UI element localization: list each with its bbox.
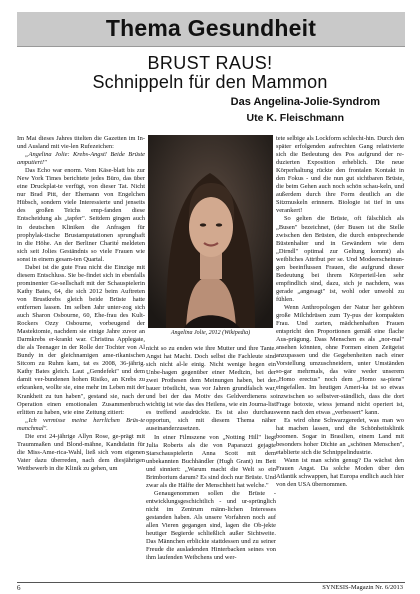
- text-column-3: [276, 135, 404, 489]
- quote: „Ich vermisse meine herrlichen Brüs-te manchmal".: [17, 416, 145, 432]
- page-number: 6: [17, 584, 21, 592]
- paragraph: Genaugenommen sollen die Brüste - entwicklungsgeschichtlich - und ur-sprünglich nicht im Zentrum männ-lichen Interesses gestanden haben. Als unsere Vorfahren noch auf allen Vieren gegangen sind, lagen die Ob-jekte heutiger Begierde schließlich außer Sichtweite. Das Männchen erblickte stattdessen und zu seiner Freude die ausladenden Hinterbacken seines von ihm laufenden Weibchens und wer-: [146, 489, 276, 562]
- section-header-bar: [17, 12, 405, 47]
- article-subhead: Das Angelina-Jolie-Syndrom: [230, 96, 380, 108]
- paragraph: Es wird ohne Schwarzgeredet, was man wo hat machen lassen, und die Schönheitsklinik boomen. Sogar in Brasilien, einem Land mit besonders hoher Dichte an „schönen Menschen", etablierte sich die Schnippelindustrie.: [276, 416, 404, 456]
- article-author: Ute K. Fleischmann: [246, 112, 344, 124]
- portrait-image: [148, 135, 273, 328]
- portrait-photo: [148, 135, 273, 328]
- paragraph: Die erst 24-jährige Allyn Rose, ge-prägt mit Traummaßen und Blond-mähne, Kandidatin für die Miss-Ame-rica-Wahl, ließ sich vom eigenen Vater dazu überreden, nach dem diesjährigen Wettbewerb in die Klinik zu gehen, um: [17, 432, 145, 472]
- paragraph: tete selbige als Lockform schlecht-hin. Durch den später erfolgenden aufrechten Gang relativierte sich die Bedeutung des Pos aufgrund der re-duzierten Exposition erheblich. Die neue Körperhaltung rückte den frontalen Kontakt in den Fokus - und die nun gut sichtbaren Brüste, die beim Gehen auch noch schön schau-keln, und außerdem durch ihre Form deutlich an die Sitzmuskeln erinnern. Biologie ist tief in uns verankert!: [276, 135, 404, 215]
- footer-divider: [17, 582, 405, 583]
- paragraph: Wenn Anthropologen der Natur her gehören große Milchdrüsen zum Ty-pus der kompakten Frau. Und zarten, mädchenhaften Frauen entspricht den Proportionen gemäß eine flache Aus-prägung. Dass Menschen es als „nor-mal" ansehen könnten, ohne Formen einen Zeitgeist anzupassen und die Gegebenheiten nach einer Vorstellung umzuschneidern, unter Umständen so-gar mehrmals, das wäre weder unserem „Homo erectus" noch dem „Homo sa-piens" eingefallen. Im heutigen Ameri-ka ist so etwas inzwischen so selbstver-ständlich, dass die dort Frage botoxte, wiess jemand nicht operiert ist, wenn nach den etwas „verbessert" kann.: [276, 303, 404, 416]
- article-headline-2: Schnippeln für den Mammon: [92, 72, 328, 92]
- text-column-1: [17, 135, 145, 473]
- text-column-2: [146, 345, 276, 562]
- paragraph: Dabei ist die gute Frau nicht die Einzige mit diesem Entschluss. Sie be-findet sich in ebenfalls prominenter Ge-sellschaft mit der Schauspielerin Kathy Bates, 64, die sich 2012 beim Auftreten von Brustkrebs gleich beide Brüste hatte entfernen lassen. Im selben Jahr unter-zog sich auch Sharon Osbourne, 60, Ehe-frau des Kult-Rockers Ozzy Osbourne, vorbeugend der Mastektomie, nachdem sie einige Jahre zuvor an Darmkrebs er-krankt war. Christina Applegate, die als Teenager in der Rolle der Tochter von Al Bundy in der gleichnamigen ame-rikanischen Sitcom zu Ruhm kam, tat es 2008, 36-jährig. Kathy Bates gleich. Laut „Gendefekt" und dem damit ver-bundenen hohen Risiko, an Krebs zu erkranken, wollte sie, eine mehr im Leben mit der Krankheit zu tun haben", gestand sie, nach der Operation einen emotionalen Zusammenbruch erlitten zu haben, wie eine Zeitung zitiert:: [17, 263, 145, 416]
- article-headline: BRUST RAUS!: [147, 53, 273, 73]
- photo-caption: Angelina Jolie, 2012 (Wikipedia): [170, 330, 251, 336]
- paragraph: So gelten die Brüste, oft fälschlich als „Busen" bezeichnet, (der Busen ist die Stelle zwischen den Brüsten, die durch entsprechende Büstenhalter und in Gewändern wie dem „Dirndl" optimal zur Geltung kommt) als weibliches Attribut per se. Und Modeerscheinun-gen beeinflussen Frauen, die aufgrund dieser Bedeutung bei ihrem Körperteil-len sehr empfindlich sind, dazu, sich je nachdem, was gerade „angesagt" ist, wohl oder unwohl zu fühlen.: [276, 215, 404, 303]
- quote: „Angelina Jolie: Krebs-Angst! Beide Brüste amputiert!": [17, 151, 145, 167]
- paragraph: Das Echo war enorm. Vom Käse-blatt bis zur New York Times berichtete jedes Büro, das über eine Druckplat-te verfügt, von dieser Tat. Nicht nur Brad Pitt, der Ehemann von Engelchen Hübsch, sondern viele Interessierte und jenseits des großen Teichs emp-fanden diese Entscheidung als „tapfer". Seitdem gingen auch in deutschen Kliniken die Anfragen für prophylak-tische Brustamputationen sprunghaft in die Höhe. An der Berliner Charité meldeten sich seit Jolies Geständnis so viele Frauen wie sonst in einem gesam-ten Quartal.: [17, 167, 145, 263]
- paragraph: nicht so zu enden wie ihre Mutter und ihre Tante. Angst hat Macht. Doch selbst die Fachleute sind sich nicht al-le einig. Nicht wenige hegen ein Unbe-hagen gegenüber einer Medizin, bei der zwei Prothesen dem Meinungen haben, bei der bauer tröstlicht, was vor Jahren grundfalsch war, und bei der das Motiv des Geldverdienens so wichtig ist wie das des Heilens, wie ein Journa-list es treffend ausdrückte. Es ist also durchaus opportun, sich mit diesem Thema näher auseinanderzusetzen.: [146, 345, 276, 433]
- paragraph: Im Mai dieses Jahres titelten die Gazetten im In- und Ausland mit vie-len Rufezeichen:: [17, 135, 145, 151]
- section-title: Thema Gesundheit: [105, 15, 317, 41]
- magazine-issue: SYNESIS-Magazin Nr. 6/2013: [322, 584, 403, 591]
- paragraph: In einer Filmszene von „Notting Hill" liegt Julia Roberts als die von Paparazzi gejagte Starschauspielerin Anna Scott mit dem unbekannten Buchhändler (Hugh Grant) im Bett und sinniert: „Warum macht die Welt so ein Brimborium darum? Es sind doch nur Brüste. Und zwar als die Hälfte der Menschheit hat welche.": [146, 433, 276, 489]
- paragraph: Wann ist man schön genug? Da wächst den Frauen Angst. Da solche Moden über den Atlantik schwappen, hat Europa endlich auch hier von den USA übernommen.: [276, 456, 404, 489]
